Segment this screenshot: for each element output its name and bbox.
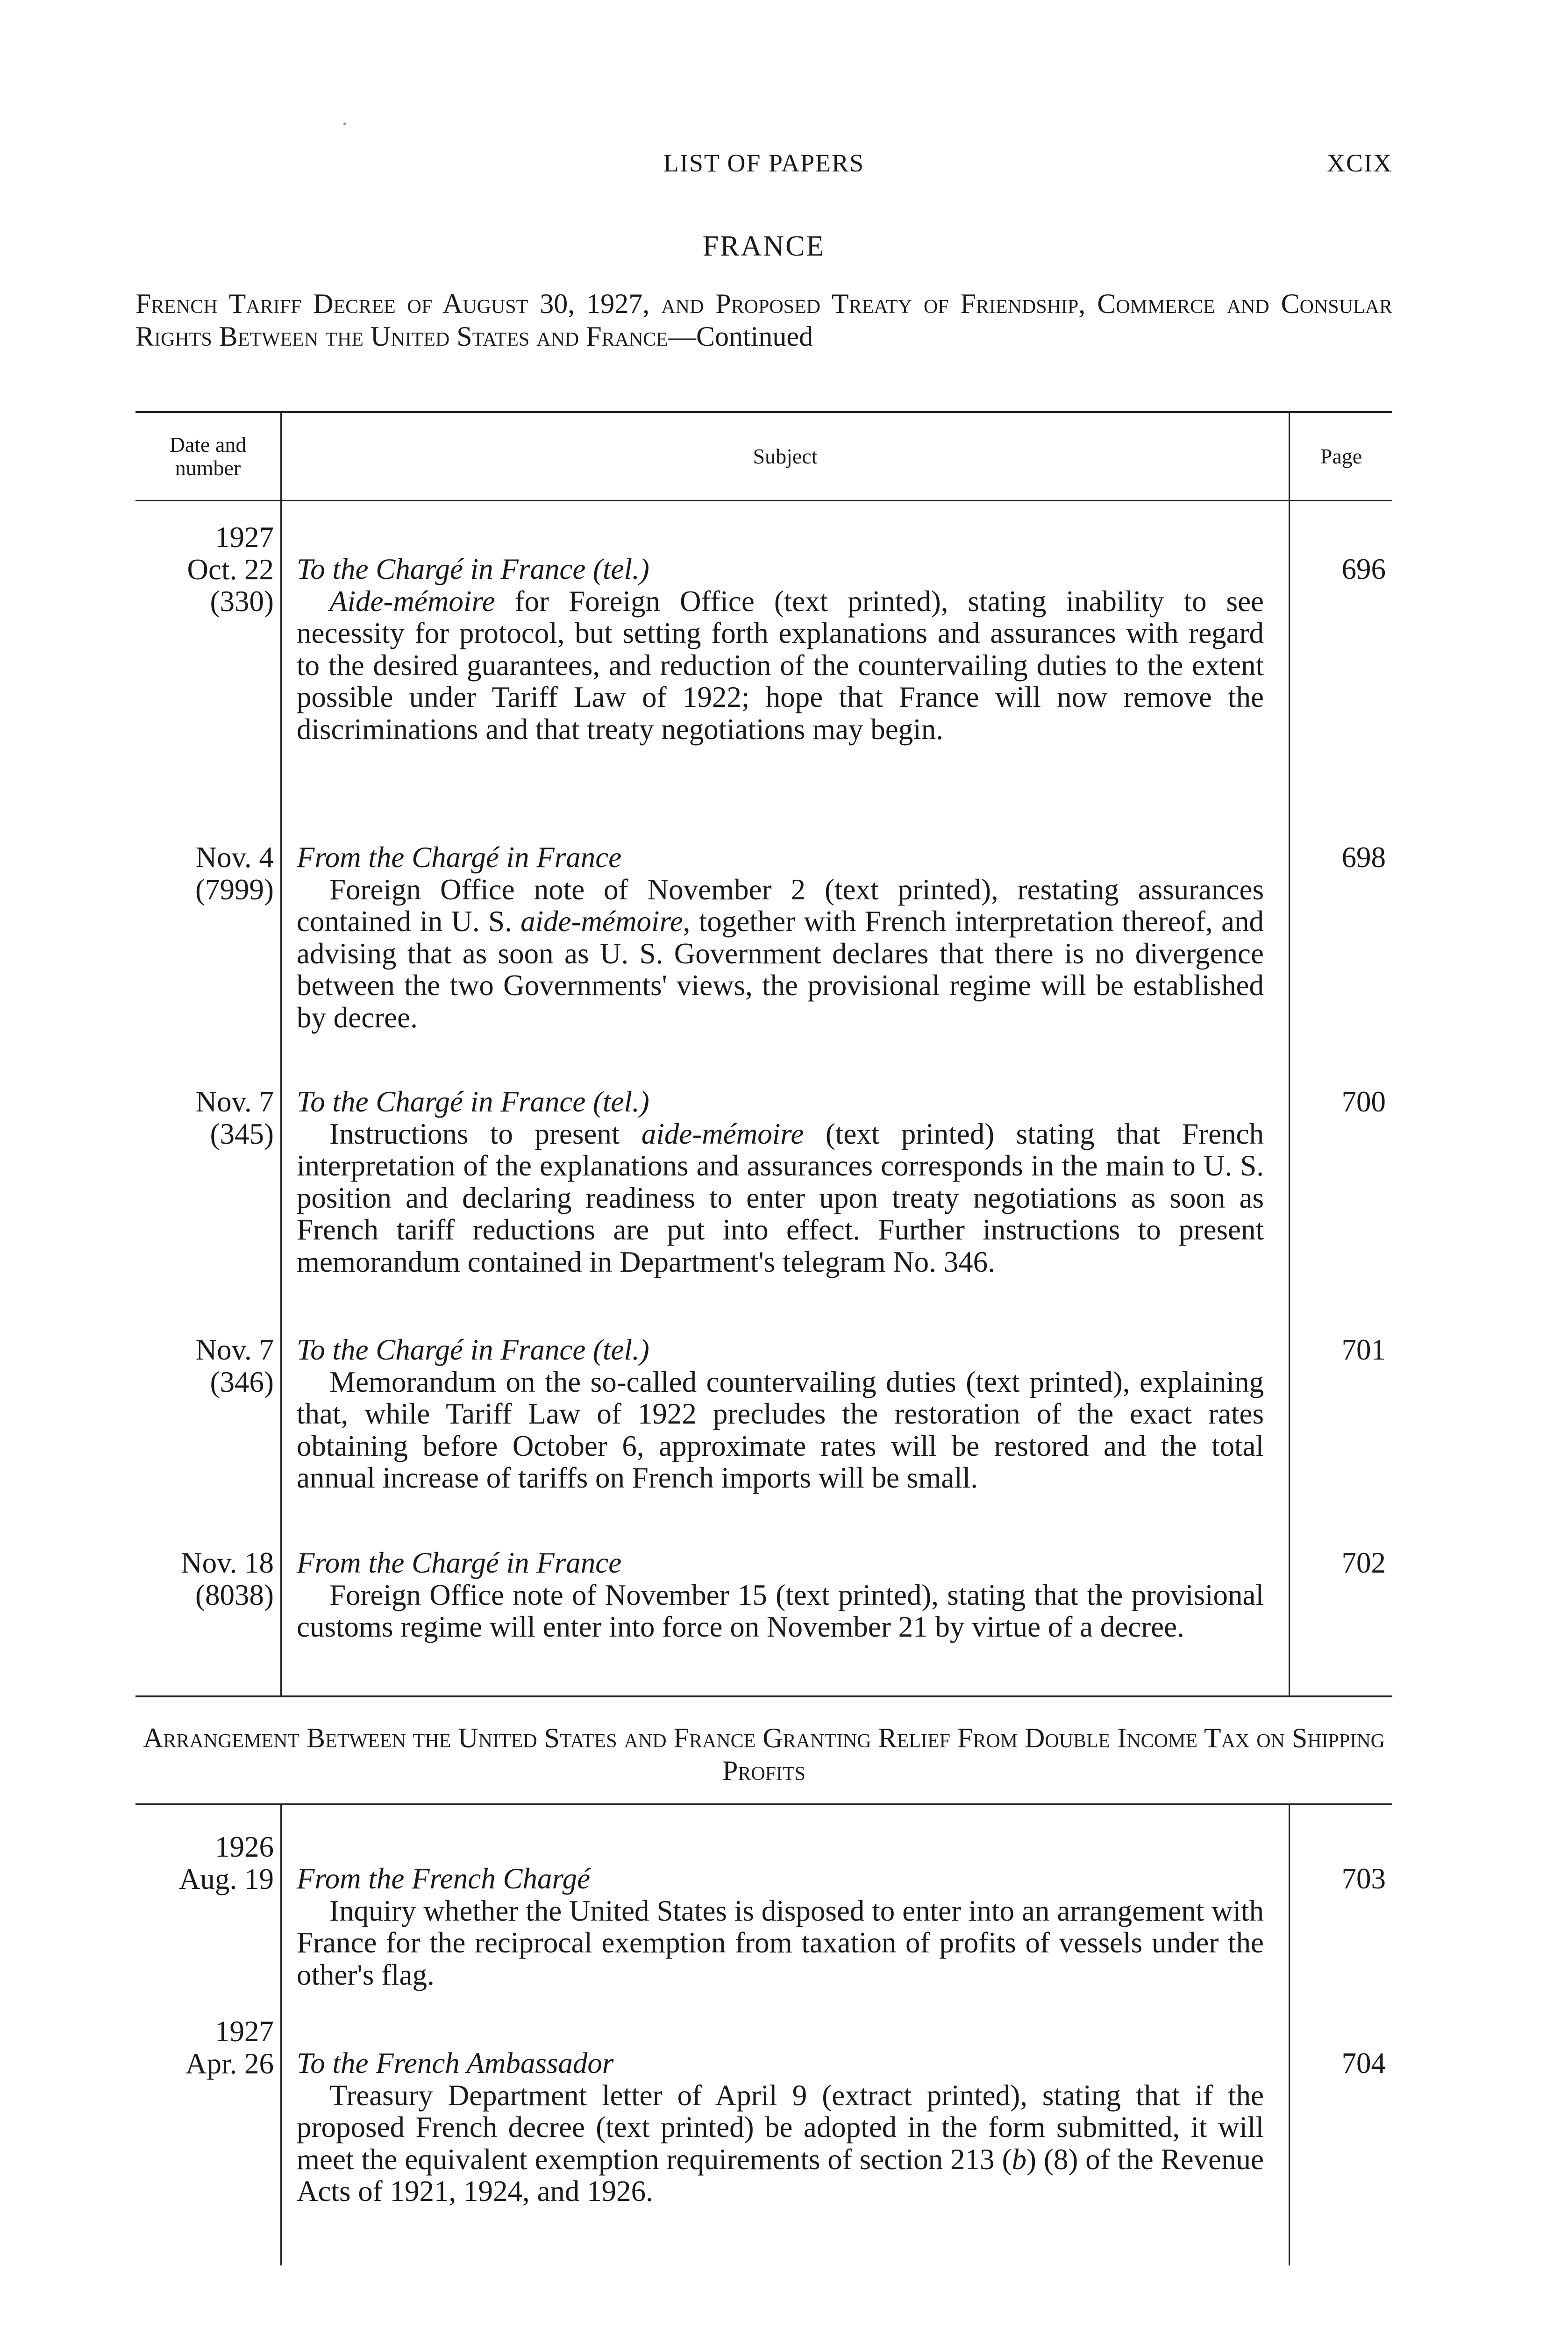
correspondent: To the French Ambassador xyxy=(297,2047,614,2080)
subject-body: Treasury Department letter of April 9 (extract printed), stating that if the proposed French decree (text printed) be adopted in the form submitted, it will meet the equivalent exemption requirements of section 213 ( xyxy=(297,2079,1264,2176)
heading-continued: —Continued xyxy=(668,321,813,352)
page-ref-link[interactable]: 703 xyxy=(1341,1862,1386,1895)
correspondent: To the Chargé in France (tel.) xyxy=(297,1333,649,1366)
date-day: Nov. 7 xyxy=(195,1085,274,1118)
date-day: Aug. 19 xyxy=(179,1862,274,1895)
correspondent: To the Chargé in France (tel.) xyxy=(297,1085,649,1118)
page-ref-link[interactable]: 702 xyxy=(1341,1546,1386,1579)
section-heading-double-income-tax: Arrangement Between the United States and France Granting Relief From Double Income Tax on Shipping Profits xyxy=(143,1723,1385,1786)
italic-term: b xyxy=(1012,2143,1026,2176)
doc-number: (346) xyxy=(210,1365,274,1398)
row-subject xyxy=(297,1547,1264,1643)
subject-body: Foreign Office note of November 2 (text printed), restating assurances contained in U. S. xyxy=(297,873,1264,938)
column-divider xyxy=(280,1805,282,2265)
subject-text xyxy=(297,585,1264,746)
section-title: FRANCE xyxy=(702,230,826,262)
doc-number: (7999) xyxy=(195,873,274,906)
doc-number: (345) xyxy=(210,1117,274,1150)
column-divider xyxy=(280,413,282,1695)
row-date xyxy=(135,1334,274,1398)
doc-number: (8038) xyxy=(195,1578,274,1611)
running-head xyxy=(135,149,1392,186)
italic-term: aide-mémoire xyxy=(641,1117,804,1150)
page-ref-link[interactable]: 698 xyxy=(1341,841,1386,874)
subject-text: Inquiry whether the United States is disposed to enter into an arrangement with France for the reciprocal exemption from taxation of profits of vessels under the other's flag. xyxy=(297,1894,1264,1991)
section-heading-tariff-decree xyxy=(135,287,1392,353)
subject-body: for Foreign Office (text printed), stating inability to see necessity for protocol, but setting forth explanations and assurances with regard to the desired guarantees, and reduction of the countervailing duties to the extent possible under Tariff Law of 1922; hope that France will now remove the discriminations and that treaty negotiations may begin. xyxy=(297,584,1264,746)
page-ref-link[interactable]: 704 xyxy=(1341,2047,1386,2080)
correspondent: From the Chargé in France xyxy=(297,1546,622,1579)
correspondent: To the Chargé in France (tel.) xyxy=(297,553,649,585)
row-subject xyxy=(297,1863,1264,1991)
row-date xyxy=(135,1086,274,1150)
date-day: Nov. 18 xyxy=(181,1546,274,1579)
date-year: 1926 xyxy=(215,1830,274,1863)
papers-table-tariff-decree xyxy=(135,411,1392,1697)
italic-term: Aide-mémoire xyxy=(329,584,495,618)
page-ref-link[interactable]: 700 xyxy=(1341,1085,1386,1118)
subject-body: (text printed) stating that French interpretation of the explanations and assurances corresponds in the main to U. S. position and declaring readiness to enter upon treaty negotiations as soon as French tariff reductions are put into effect. Further instructions to present memorandum contained in Department's telegram No. 346. xyxy=(297,1117,1264,1278)
correspondent: From the Chargé in France xyxy=(297,841,622,874)
date-day: Nov. 7 xyxy=(195,1333,274,1366)
row-date xyxy=(135,1831,274,1895)
running-head-title: LIST OF PAPERS xyxy=(663,149,865,177)
row-subject xyxy=(297,2047,1264,2208)
papers-table-double-income-tax xyxy=(135,1803,1392,2265)
page-ref-link[interactable]: 701 xyxy=(1341,1333,1386,1366)
subject-text xyxy=(297,1118,1264,1278)
column-header-date: Date and number xyxy=(135,413,280,501)
italic-term: aide-mémoire xyxy=(520,905,683,938)
subject-body: , together with French interpretation thereof, and advising that as soon as U. S. Government declares that there is no divergence between the two Governments' views, the provisional regime will be established by decree. xyxy=(297,905,1264,1034)
row-subject xyxy=(297,841,1264,1033)
column-header-subject: Subject xyxy=(282,413,1289,501)
heading-text: French Tariff Decree of August 30, 1927, and Proposed Treaty of Friendship, Commerce and Consular Rights Between the United States and France xyxy=(135,288,1392,352)
subject-text: Foreign Office note of November 15 (text printed), stating that the provisional customs regime will enter into force on November 21 by virtue of a decree. xyxy=(297,1578,1264,1643)
row-date xyxy=(135,1547,274,1611)
date-year: 1927 xyxy=(215,2015,274,2048)
column-header-page: Page xyxy=(1290,413,1392,501)
date-day: Apr. 26 xyxy=(185,2047,274,2080)
row-date xyxy=(135,841,274,905)
row-subject xyxy=(297,553,1264,745)
page-ref-link[interactable]: 696 xyxy=(1341,553,1386,585)
row-date xyxy=(135,521,274,618)
date-year: 1927 xyxy=(215,521,274,554)
row-subject xyxy=(297,1334,1264,1494)
subject-body: ) (8) of the Revenue Acts of 1921, 1924, and 1926. xyxy=(297,2143,1264,2208)
page-number: XCIX xyxy=(1327,149,1392,177)
subject-body: Instructions to present xyxy=(329,1117,641,1150)
scan-speck xyxy=(343,122,346,125)
date-day: Oct. 22 xyxy=(187,553,274,586)
row-date xyxy=(135,2016,274,2080)
column-divider xyxy=(1289,413,1290,1695)
subject-text xyxy=(297,2080,1264,2208)
subject-text: Memorandum on the so-called countervailing duties (text printed), explaining that, while Tariff Law of 1922 precludes the restoration of the exact rates obtaining before October 6, approximate rates will be restored and the total annual increase of tariffs on French imports will be small. xyxy=(297,1365,1264,1494)
row-subject xyxy=(297,1086,1264,1278)
correspondent: From the French Chargé xyxy=(297,1862,591,1895)
date-day: Nov. 4 xyxy=(195,841,274,874)
doc-number: (330) xyxy=(210,585,274,618)
subject-text xyxy=(297,874,1264,1034)
